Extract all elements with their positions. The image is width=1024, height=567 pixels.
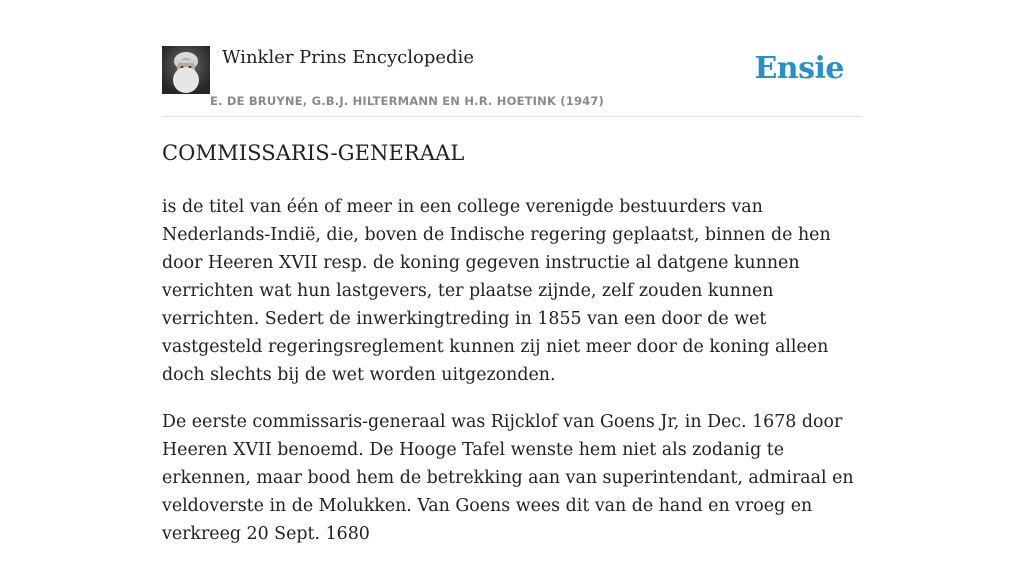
book-authors: E. DE BRUYNE, G.B.J. HILTERMANN EN H.R. HOETINK (1947) — [210, 94, 605, 108]
author-avatar[interactable] — [162, 46, 210, 94]
header — [162, 46, 862, 117]
book-title[interactable]: Winkler Prins Encyclopedie — [222, 47, 474, 68]
entry-body — [162, 193, 858, 567]
entry-paragraph-2: De eerste commissaris-generaal was Rijcklof van Goens Jr, in Dec. 1678 door Heeren XVII benoemd. De Hooge Tafel wenste hem niet als zodanig te erkennen, maar bood hem de betrekking aan van superintendant, admiraal en veldoverste in de Molukken. Van Goens wees dit van de hand en vroeg en verkreeg 20 Sept. 1680 — [162, 412, 854, 544]
author-portrait-icon — [162, 46, 210, 94]
ensie-logo[interactable]: Ensie — [754, 51, 844, 86]
entry-paragraph-1: is de titel van één of meer in een college verenigde bestuurders van Nederlands-Indië, die, boven de Indische regering geplaatst, binnen de hen door Heeren XVII resp. de koning gegeven instructie al datgene kunnen verrichten wat hun lastgevers, ter plaatse zijnde, zelf zouden kunnen verrichten. Sedert de inwerkingtreding in 1855 van een door de wet vastgesteld regeringsreglement kunnen zij niet meer door de koning alleen doch slechts bij de wet worden uitgezonden. — [162, 197, 831, 385]
entry-title: COMMISSARIS-GENERAAL — [162, 141, 465, 165]
